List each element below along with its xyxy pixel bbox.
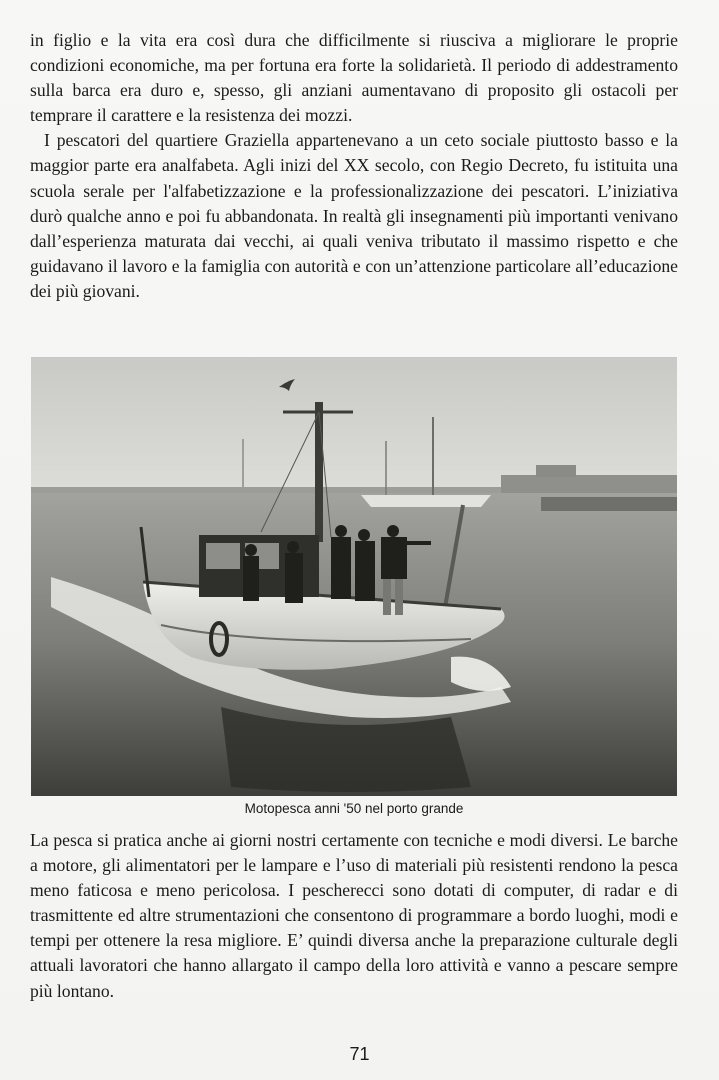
paragraph: I pescatori del quartiere Graziella appartenevano a un ceto sociale piuttosto basso e la maggior parte era analfabeta. Agli inizi del XX secolo, con Regio Decreto, fu istituita una scuola serale per l'alfabetizzazione e la professionalizzazione dei pescatori. L’iniziativa durò qualche anno e poi fu abbandonata. In realtà gli insegnamenti più importanti venivano dall’esperienza maturata dai vecchi, ai quali veniva tributato il massimo rispetto e che guidavano il lavoro e la famiglia con autorità e con un’attenzione particolare all’educazione dei più giovani.	[30, 130, 678, 301]
page-number: 71	[349, 1044, 370, 1064]
photo-caption: Motopesca anni '50 nel porto grande	[244, 801, 464, 816]
photo-fishing-boat	[31, 357, 677, 796]
sky	[31, 357, 677, 489]
paragraph: in figlio e la vita era così dura che difficilmente si riusciva a migliorare le proprie condizioni economiche, ma per fortuna era forte la solidarietà. Il periodo di addestramento sulla barca era duro e, spesso, gli anziani aumentavano di proposito gli ostacoli per temprare il carattere e la resistenza dei mozzi.	[30, 30, 678, 126]
paragraph: La pesca si pratica anche ai giorni nostri certamente con tecniche e modi diversi. Le barche a motore, gli alimentatori per le lampare e l’uso di materiali più resistenti rendono la pesca meno faticosa e meno pericolosa. I pescherecci sono dotati di computer, di radar e di trasmittente ed altre strumentazioni che consentono di programmare a bordo luoghi, modi e tempi per ottenere la resa migliore. E’ quindi diversa anche la preparazione culturale degli attuali lavoratori che hanno allargato il campo della loro attività e vanno a pescare sempre più lontano.	[30, 830, 678, 1001]
text-block-bottom	[30, 828, 678, 1004]
breakwater	[501, 475, 677, 493]
text-block-top	[30, 28, 678, 304]
mast	[315, 402, 323, 542]
distant-boat	[361, 495, 491, 507]
photo-illustration	[31, 357, 677, 796]
